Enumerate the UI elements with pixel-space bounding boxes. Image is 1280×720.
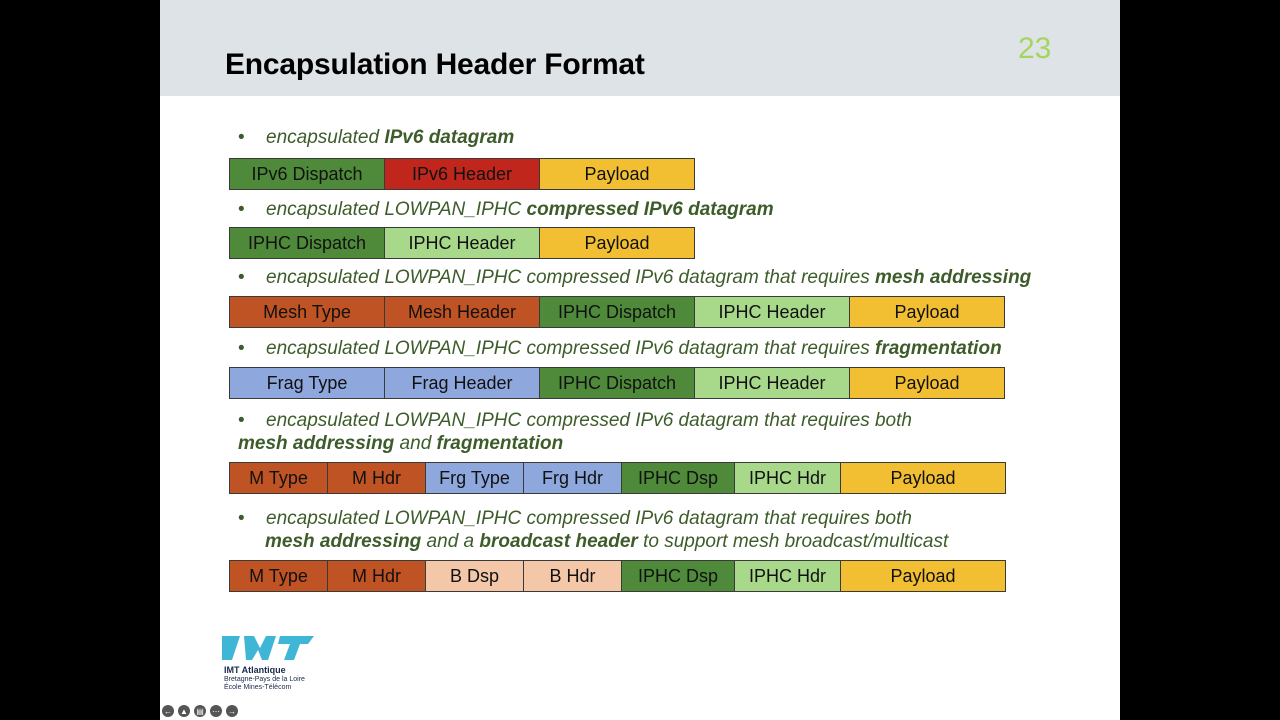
bullet-dot: • bbox=[238, 199, 245, 220]
header-field: M Type bbox=[229, 462, 328, 494]
header-format-row-3 bbox=[229, 296, 1004, 328]
bullet-text bbox=[266, 507, 912, 530]
bullet-segment: encapsulated LOWPAN_IPHC compressed IPv6 datagram that requires bbox=[266, 338, 875, 359]
header-field: IPHC Dsp bbox=[621, 462, 735, 494]
header-format-row-4 bbox=[229, 367, 1004, 399]
bullet-segment: encapsulated LOWPAN_IPHC compressed IPv6 datagram that requires both bbox=[266, 410, 912, 431]
header-field: IPHC Dispatch bbox=[539, 296, 695, 328]
header-field: Payload bbox=[840, 560, 1006, 592]
bullet-text bbox=[266, 409, 912, 432]
header-field: IPHC Hdr bbox=[734, 560, 841, 592]
captions-icon[interactable]: ▤ bbox=[194, 705, 206, 717]
bullet-emphasis: mesh addressing bbox=[875, 267, 1032, 288]
header-field: Payload bbox=[840, 462, 1006, 494]
header-field: Payload bbox=[849, 296, 1005, 328]
header-field: B Hdr bbox=[523, 560, 622, 592]
header-format-row-2 bbox=[229, 227, 694, 259]
bullet-text bbox=[266, 337, 1002, 360]
header-field: IPHC Dsp bbox=[621, 560, 735, 592]
next-icon[interactable]: → bbox=[228, 706, 236, 716]
imt-logo-icon bbox=[222, 634, 314, 662]
bullet-5-continued bbox=[238, 432, 563, 455]
bullet-emphasis: fragmentation bbox=[875, 338, 1002, 359]
bullet-dot: • bbox=[238, 267, 245, 288]
bullet-emphasis: IPv6 datagram bbox=[384, 127, 515, 148]
header-field: Frag Header bbox=[384, 367, 540, 399]
header-format-row-6 bbox=[229, 560, 1005, 592]
slide bbox=[160, 0, 1120, 720]
header-field: B Dsp bbox=[425, 560, 524, 592]
header-field: M Type bbox=[229, 560, 328, 592]
header-field: M Hdr bbox=[327, 560, 426, 592]
bullet-segment: encapsulated LOWPAN_IPHC compressed IPv6 datagram that requires both bbox=[266, 508, 912, 529]
header-field: Frg Hdr bbox=[523, 462, 622, 494]
bullet-dot: • bbox=[238, 338, 245, 359]
bullet-emphasis: mesh addressing bbox=[238, 433, 395, 454]
bullet-6-continued bbox=[265, 530, 948, 553]
header-field: IPv6 Dispatch bbox=[229, 158, 385, 190]
bullet-segment: encapsulated LOWPAN_IPHC bbox=[266, 199, 527, 220]
header-field: Mesh Header bbox=[384, 296, 540, 328]
pointer-icon[interactable]: ▲ bbox=[178, 705, 190, 717]
header-field: IPHC Header bbox=[384, 227, 540, 259]
slide-controls bbox=[162, 705, 238, 717]
header-field: IPHC Header bbox=[694, 367, 850, 399]
bullet-emphasis: fragmentation bbox=[436, 433, 564, 454]
header-field: M Hdr bbox=[327, 462, 426, 494]
logo-name: IMT Atlantique bbox=[224, 665, 286, 675]
more-icon[interactable]: ⋯ bbox=[212, 706, 220, 716]
slide-number: 23 bbox=[1018, 32, 1052, 65]
bullet-segment: encapsulated LOWPAN_IPHC compressed IPv6 datagram that requires bbox=[266, 267, 875, 288]
bullet-dot: • bbox=[238, 508, 245, 529]
header-field: Payload bbox=[539, 158, 695, 190]
header-format-row-5 bbox=[229, 462, 1005, 494]
bullet-segment: and bbox=[394, 433, 437, 454]
bullet-segment: and a bbox=[421, 531, 480, 552]
header-field: IPv6 Header bbox=[384, 158, 540, 190]
bullet-dot: • bbox=[238, 410, 245, 431]
bullet-segment: to support mesh broadcast/multicast bbox=[637, 531, 949, 552]
bullet-emphasis: broadcast header bbox=[479, 531, 638, 552]
bullet-segment: encapsulated bbox=[266, 127, 385, 148]
header-field: Frag Type bbox=[229, 367, 385, 399]
bullet-text bbox=[266, 126, 514, 149]
bullet-text bbox=[266, 198, 774, 221]
header-field: Frg Type bbox=[425, 462, 524, 494]
header-field: IPHC Dispatch bbox=[539, 367, 695, 399]
logo-line-1: Bretagne-Pays de la Loire bbox=[224, 676, 305, 683]
bullet-emphasis: mesh addressing bbox=[265, 531, 422, 552]
slide-title: Encapsulation Header Format bbox=[225, 48, 645, 81]
bullet-text bbox=[266, 266, 1031, 289]
header-field: Payload bbox=[849, 367, 1005, 399]
header-field: IPHC Hdr bbox=[734, 462, 841, 494]
header-field: IPHC Dispatch bbox=[229, 227, 385, 259]
logo-line-2: École Mines-Télécom bbox=[224, 684, 292, 691]
header-field: IPHC Header bbox=[694, 296, 850, 328]
prev-icon[interactable]: ← bbox=[164, 706, 172, 716]
slide-header bbox=[160, 0, 1120, 96]
header-field: Payload bbox=[539, 227, 695, 259]
header-format-row-1 bbox=[229, 158, 694, 190]
bullet-dot: • bbox=[238, 127, 245, 148]
header-field: Mesh Type bbox=[229, 296, 385, 328]
bullet-emphasis: compressed IPv6 datagram bbox=[526, 199, 774, 220]
